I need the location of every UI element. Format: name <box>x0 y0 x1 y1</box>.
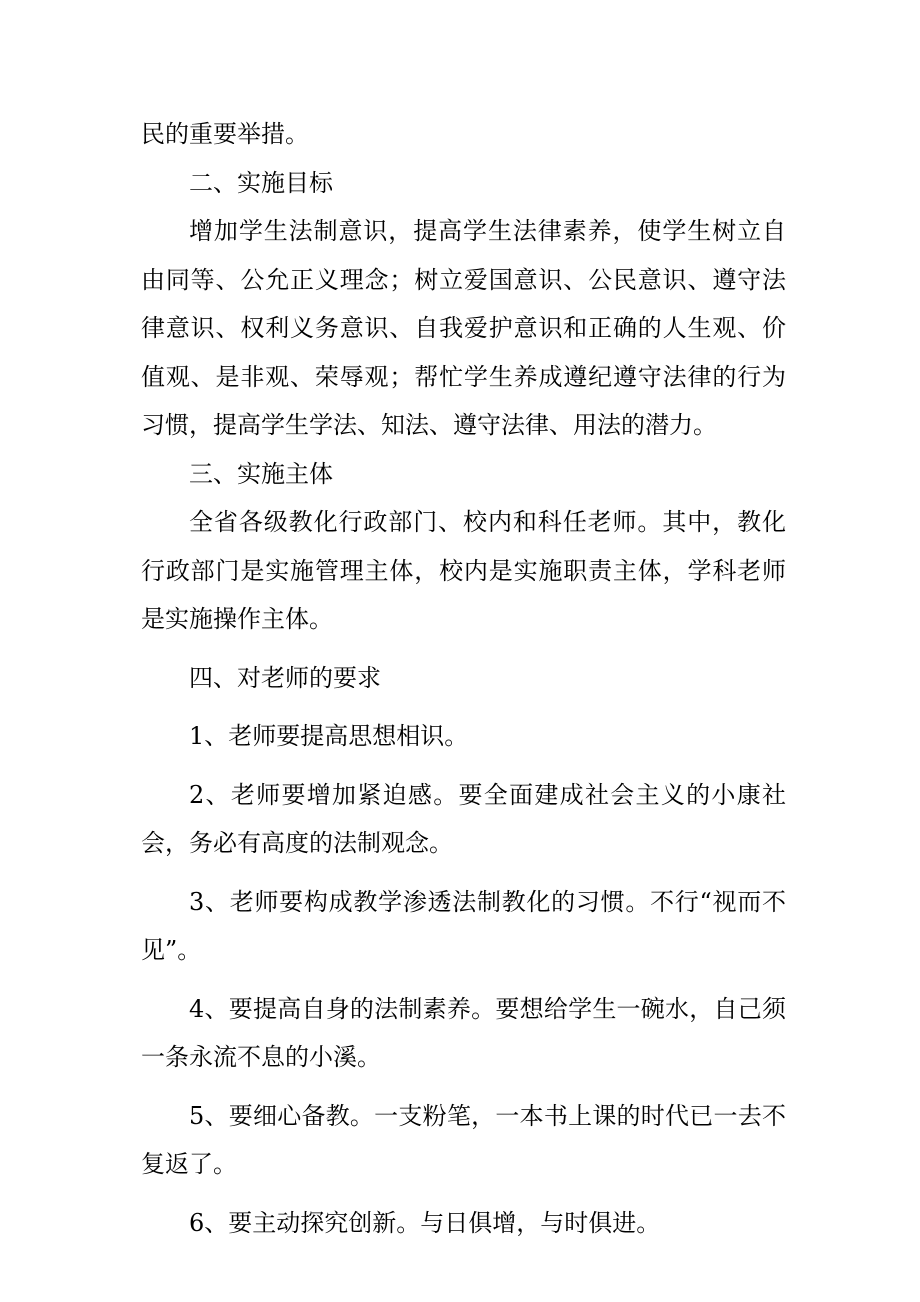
document-body <box>141 110 786 1247</box>
section-heading-teacher-requirements: 四、对老师的要求 <box>189 663 381 692</box>
list-item-2: 2、老师要增加紧迫感。要全面建成社会主义的小康社会，务必有高度的法制观念。 <box>141 780 786 857</box>
paragraph-subject: 全省各级教化行政部门、校内和科任老师。其中，教化行政部门是实施管理主体，校内是实施职责主体，学科老师是实施操作主体。 <box>141 508 786 633</box>
list-item-4: 4、要提高自身的法制素养。要想给学生一碗水，自己须一条永流不息的小溪。 <box>141 994 786 1071</box>
list-item-5: 5、要细心备教。一支粉笔，一本书上课的时代已一去不复返了。 <box>141 1101 786 1178</box>
paragraph-goals: 增加学生法制意识，提高学生法律素养，使学生树立自由同等、公允正义理念；树立爱国意识、公民意识、遵守法律意识、权利义务意识、自我爱护意识和正确的人生观、价值观、是非观、荣辱观；帮忙学生养成遵纪遵守法律的行为习惯，提高学生学法、知法、遵守法律、用法的潜力。 <box>141 217 786 439</box>
paragraph-continuation: 民的重要举措。 <box>141 120 309 148</box>
section-heading-subject: 三、实施主体 <box>189 459 333 488</box>
list-item-3: 3、老师要构成教学渗透法制教化的习惯。不行“视而不见”。 <box>141 887 786 964</box>
list-item-6: 6、要主动探究创新。与日俱增，与时俱进。 <box>189 1208 661 1237</box>
section-heading-goals: 二、实施目标 <box>189 168 333 197</box>
list-item-1: 1、老师要提高思想相识。 <box>189 722 469 750</box>
